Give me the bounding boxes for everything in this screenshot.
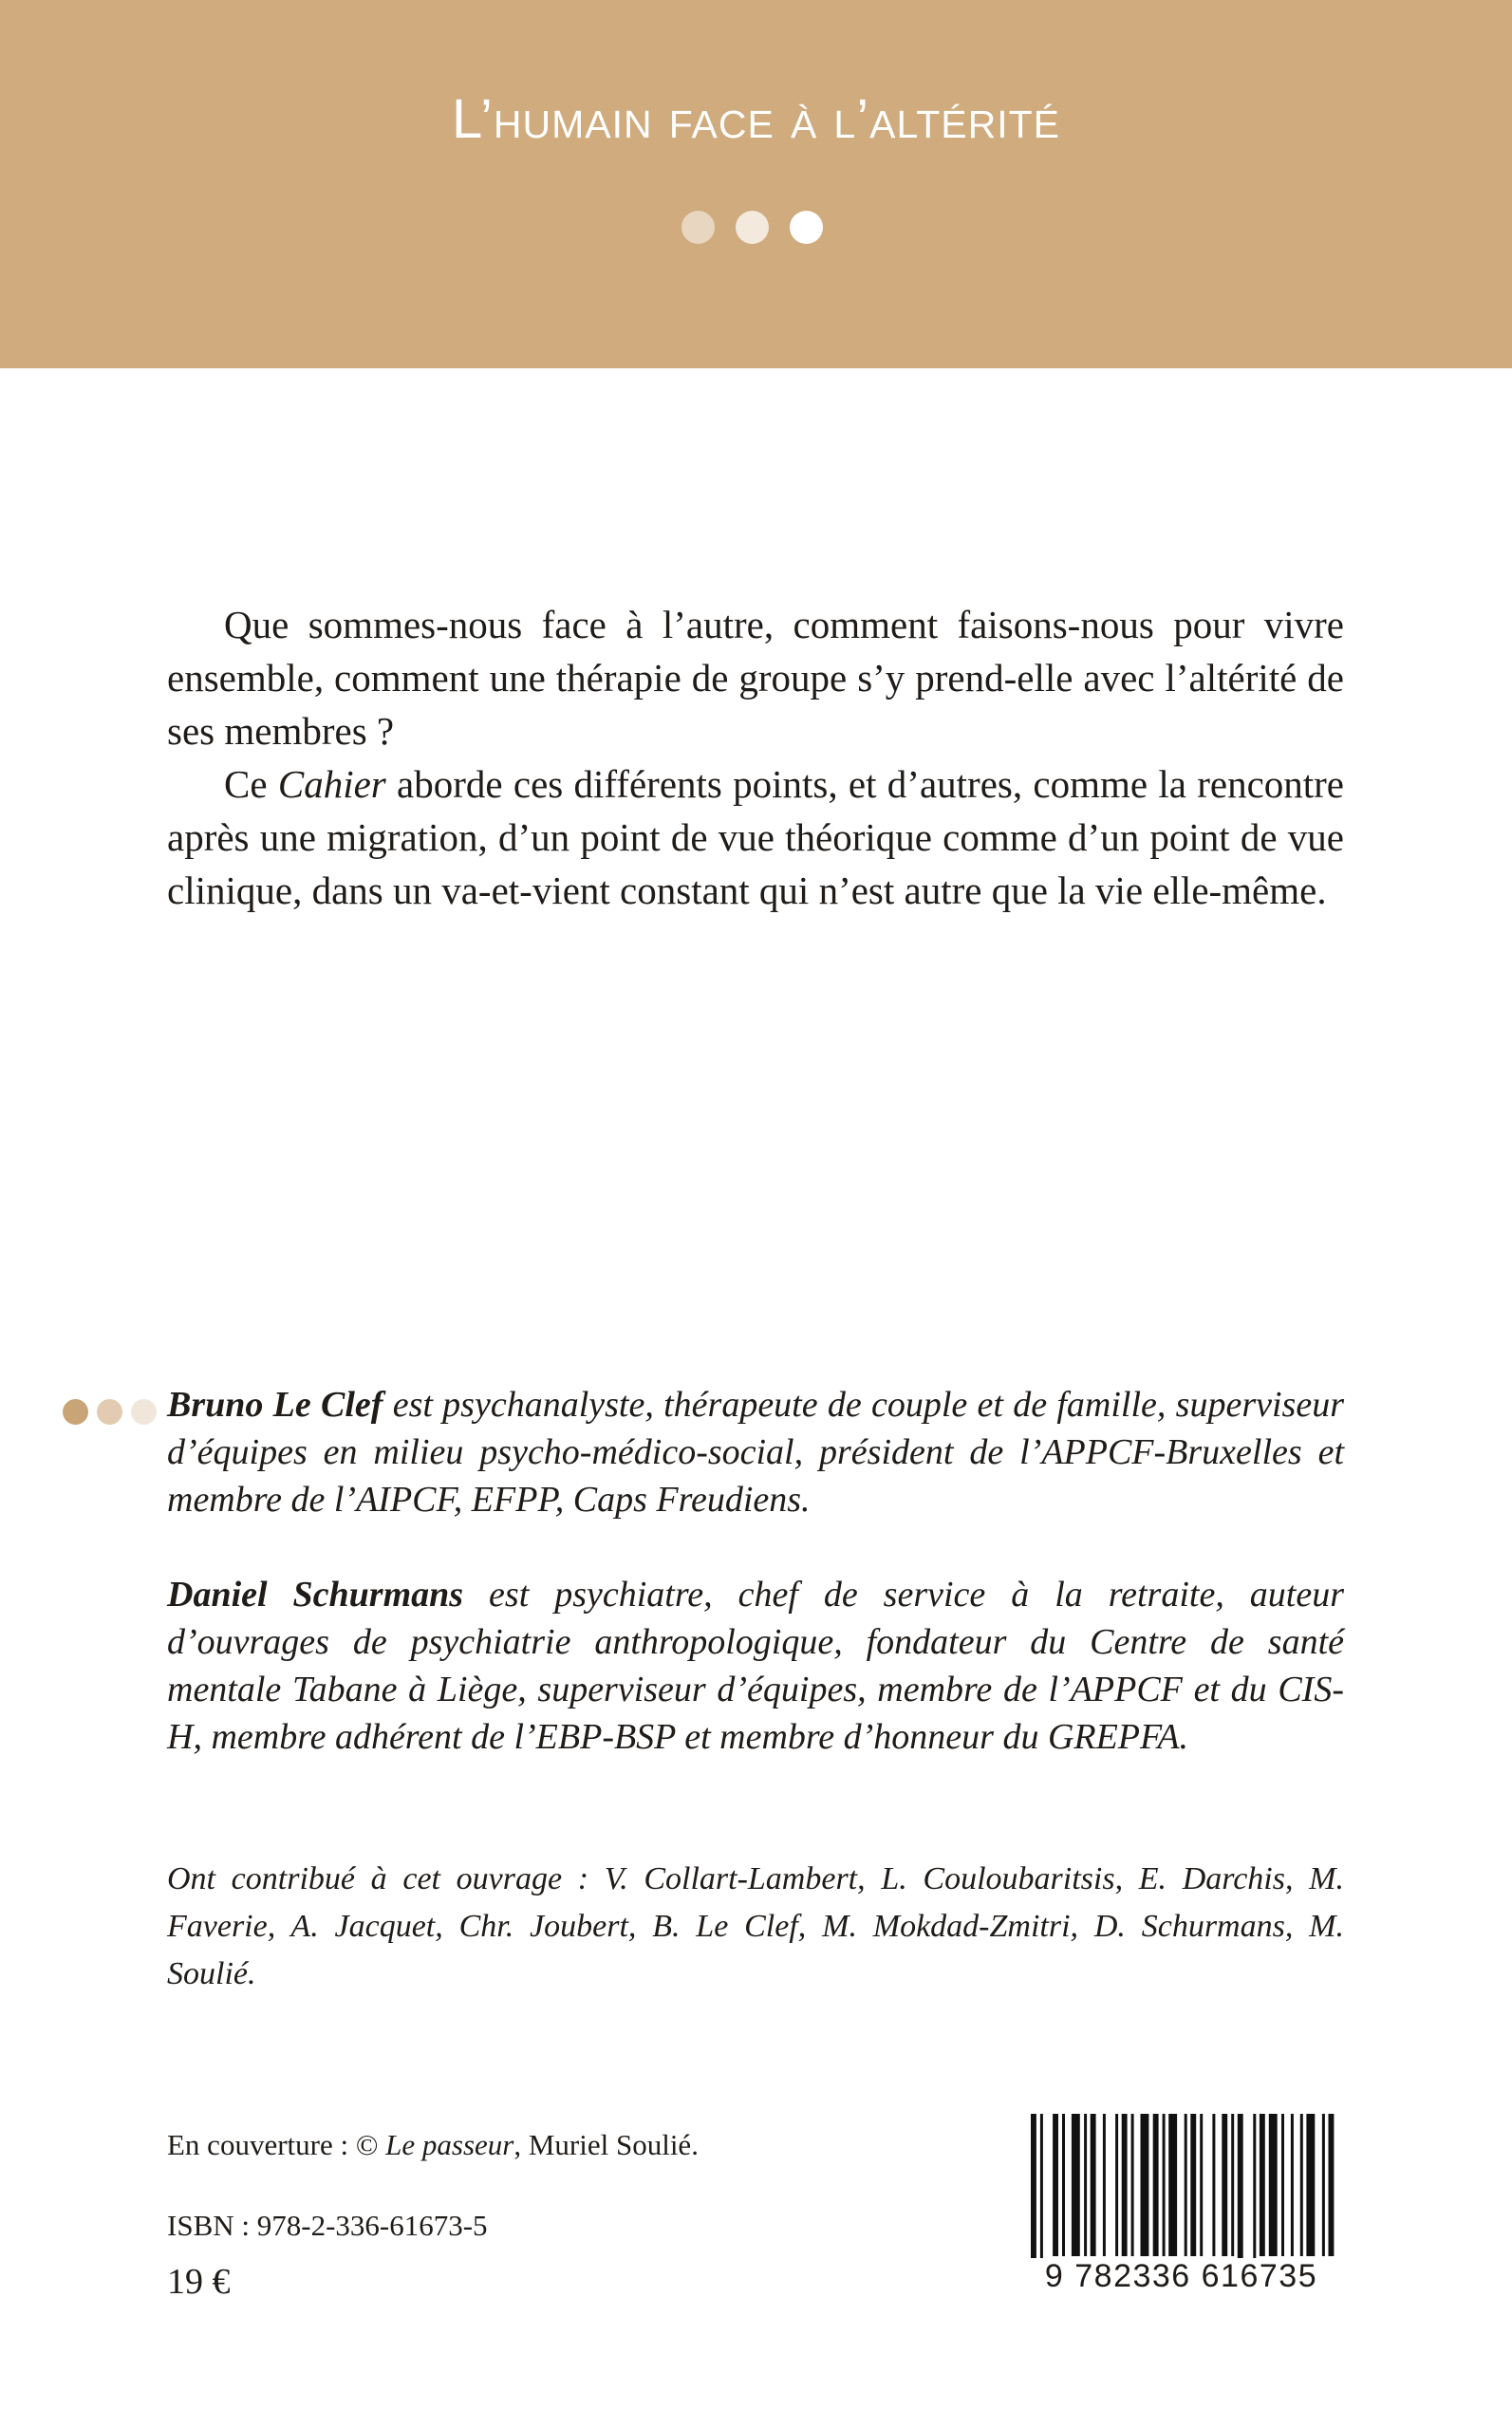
blurb-p2-italic: Cahier: [277, 762, 386, 806]
barcode-bar: [1281, 2114, 1284, 2256]
barcode-bar: [1185, 2114, 1187, 2256]
barcode: [1027, 2114, 1335, 2294]
barcode-bar: [1260, 2114, 1265, 2256]
barcode-bar: [1300, 2114, 1303, 2256]
barcode-bar: [1122, 2114, 1128, 2256]
cover-credit-title: Le passeur: [385, 2128, 514, 2161]
blurb-paragraph-1: Que sommes-nous face à l’autre, comment faisons-nous pour vivre ensemble, comment une thérapie de groupe s’y prend-elle avec l’altérité de ses membres ?: [167, 603, 1344, 753]
barcode-bar: [1200, 2114, 1203, 2256]
barcode-bar: [1222, 2114, 1227, 2256]
series-title: L’humain face à l’altérité: [451, 88, 1060, 150]
barcode-bar: [1329, 2114, 1335, 2256]
barcode-bar: [1269, 2114, 1278, 2256]
barcode-bar: [1031, 2114, 1036, 2266]
barcode-bar: [1238, 2114, 1243, 2266]
cover-credit-prefix: En couverture : ©: [167, 2128, 386, 2161]
bio-dot-2: [97, 1399, 122, 1425]
blurb-p2-end: aborde ces différents points, et d’autres, comme la rencontre après une migration, d’un point de vue théorique comme d’un point de vue clinique, dans un va-et-vient constant qui n’est autre que la vie elle-même.: [167, 762, 1345, 912]
back-cover-blurb: [167, 598, 1344, 917]
author-text-2: est psychiatre, chef de service à la retraite, auteur d’ouvrages de psychiatrie anthropologique, fondateur du Centre de santé mentale Tabane à Liège, superviseur d’équipes, membre de l’APPCF et du CIS-H, membre adhérent de l’EBP-BSP et membre d’honneur du GREPFA.: [167, 1575, 1345, 1757]
barcode-bar: [1168, 2114, 1177, 2256]
cover-credit: [167, 2126, 699, 2164]
barcode-bar: [1163, 2114, 1166, 2256]
barcode-bar: [1212, 2114, 1215, 2256]
barcode-bar: [1062, 2114, 1065, 2256]
header-dots: [681, 211, 823, 241]
header-dot-2: [736, 211, 769, 244]
barcode-bar: [1231, 2114, 1234, 2256]
barcode-bar: [1115, 2114, 1118, 2256]
author-bio-1: [167, 1381, 1344, 1523]
barcode-bar: [1291, 2114, 1294, 2256]
author-bio-2: [167, 1571, 1344, 1761]
bio-dots: [63, 1399, 157, 1425]
contributors-note: Ont contribué à cet ouvrage : V. Collart-Lambert, L. Couloubaritsis, E. Darchis, M. Faverie, A. Jacquet, Chr. Joubert, B. Le Clef, M. Mokdad-Zmitri, D. Schurmans, M. Soulié.: [167, 1861, 1344, 1991]
header-band: [0, 0, 1512, 368]
barcode-bar: [1141, 2114, 1149, 2256]
barcode-bar: [1253, 2114, 1256, 2266]
barcode-bar: [1053, 2114, 1058, 2256]
header-dot-3: [790, 211, 823, 244]
price: 19 €: [167, 2262, 231, 2302]
author-text-1: est psychanalyste, thérapeute de couple et de famille, superviseur d’équipes en milieu psycho-médico-social, président de l’APPCF-Bruxelles et membre de l’AIPCF, EFPP, Caps Freudiens.: [167, 1385, 1344, 1520]
author-name-1: Bruno Le Clef: [167, 1385, 383, 1425]
barcode-digits: 9 782336 616735: [1027, 2258, 1335, 2295]
barcode-bar: [1091, 2114, 1096, 2256]
isbn: ISBN : 978-2-336-61673-5: [167, 2209, 488, 2242]
bio-dot-1: [63, 1399, 88, 1425]
bio-dot-3: [131, 1399, 157, 1425]
barcode-bars: [1027, 2114, 1335, 2266]
barcode-bar: [1322, 2114, 1325, 2256]
blurb-p2-start: Ce: [224, 762, 278, 806]
barcode-bar: [1072, 2114, 1080, 2256]
barcode-bar: [1131, 2114, 1134, 2256]
author-bios: [167, 1381, 1344, 1808]
barcode-bar: [1306, 2114, 1315, 2256]
blurb-paragraph-2: [167, 757, 1344, 917]
barcode-bar: [1153, 2114, 1159, 2256]
barcode-bar: [1103, 2114, 1106, 2256]
barcode-bar: [1040, 2114, 1043, 2266]
barcode-bar: [1190, 2114, 1196, 2256]
barcode-bar: [1084, 2114, 1087, 2256]
author-name-2: Daniel Schurmans: [167, 1575, 464, 1615]
cover-credit-suffix: , Muriel Soulié.: [513, 2128, 699, 2161]
header-dot-1: [681, 211, 715, 244]
